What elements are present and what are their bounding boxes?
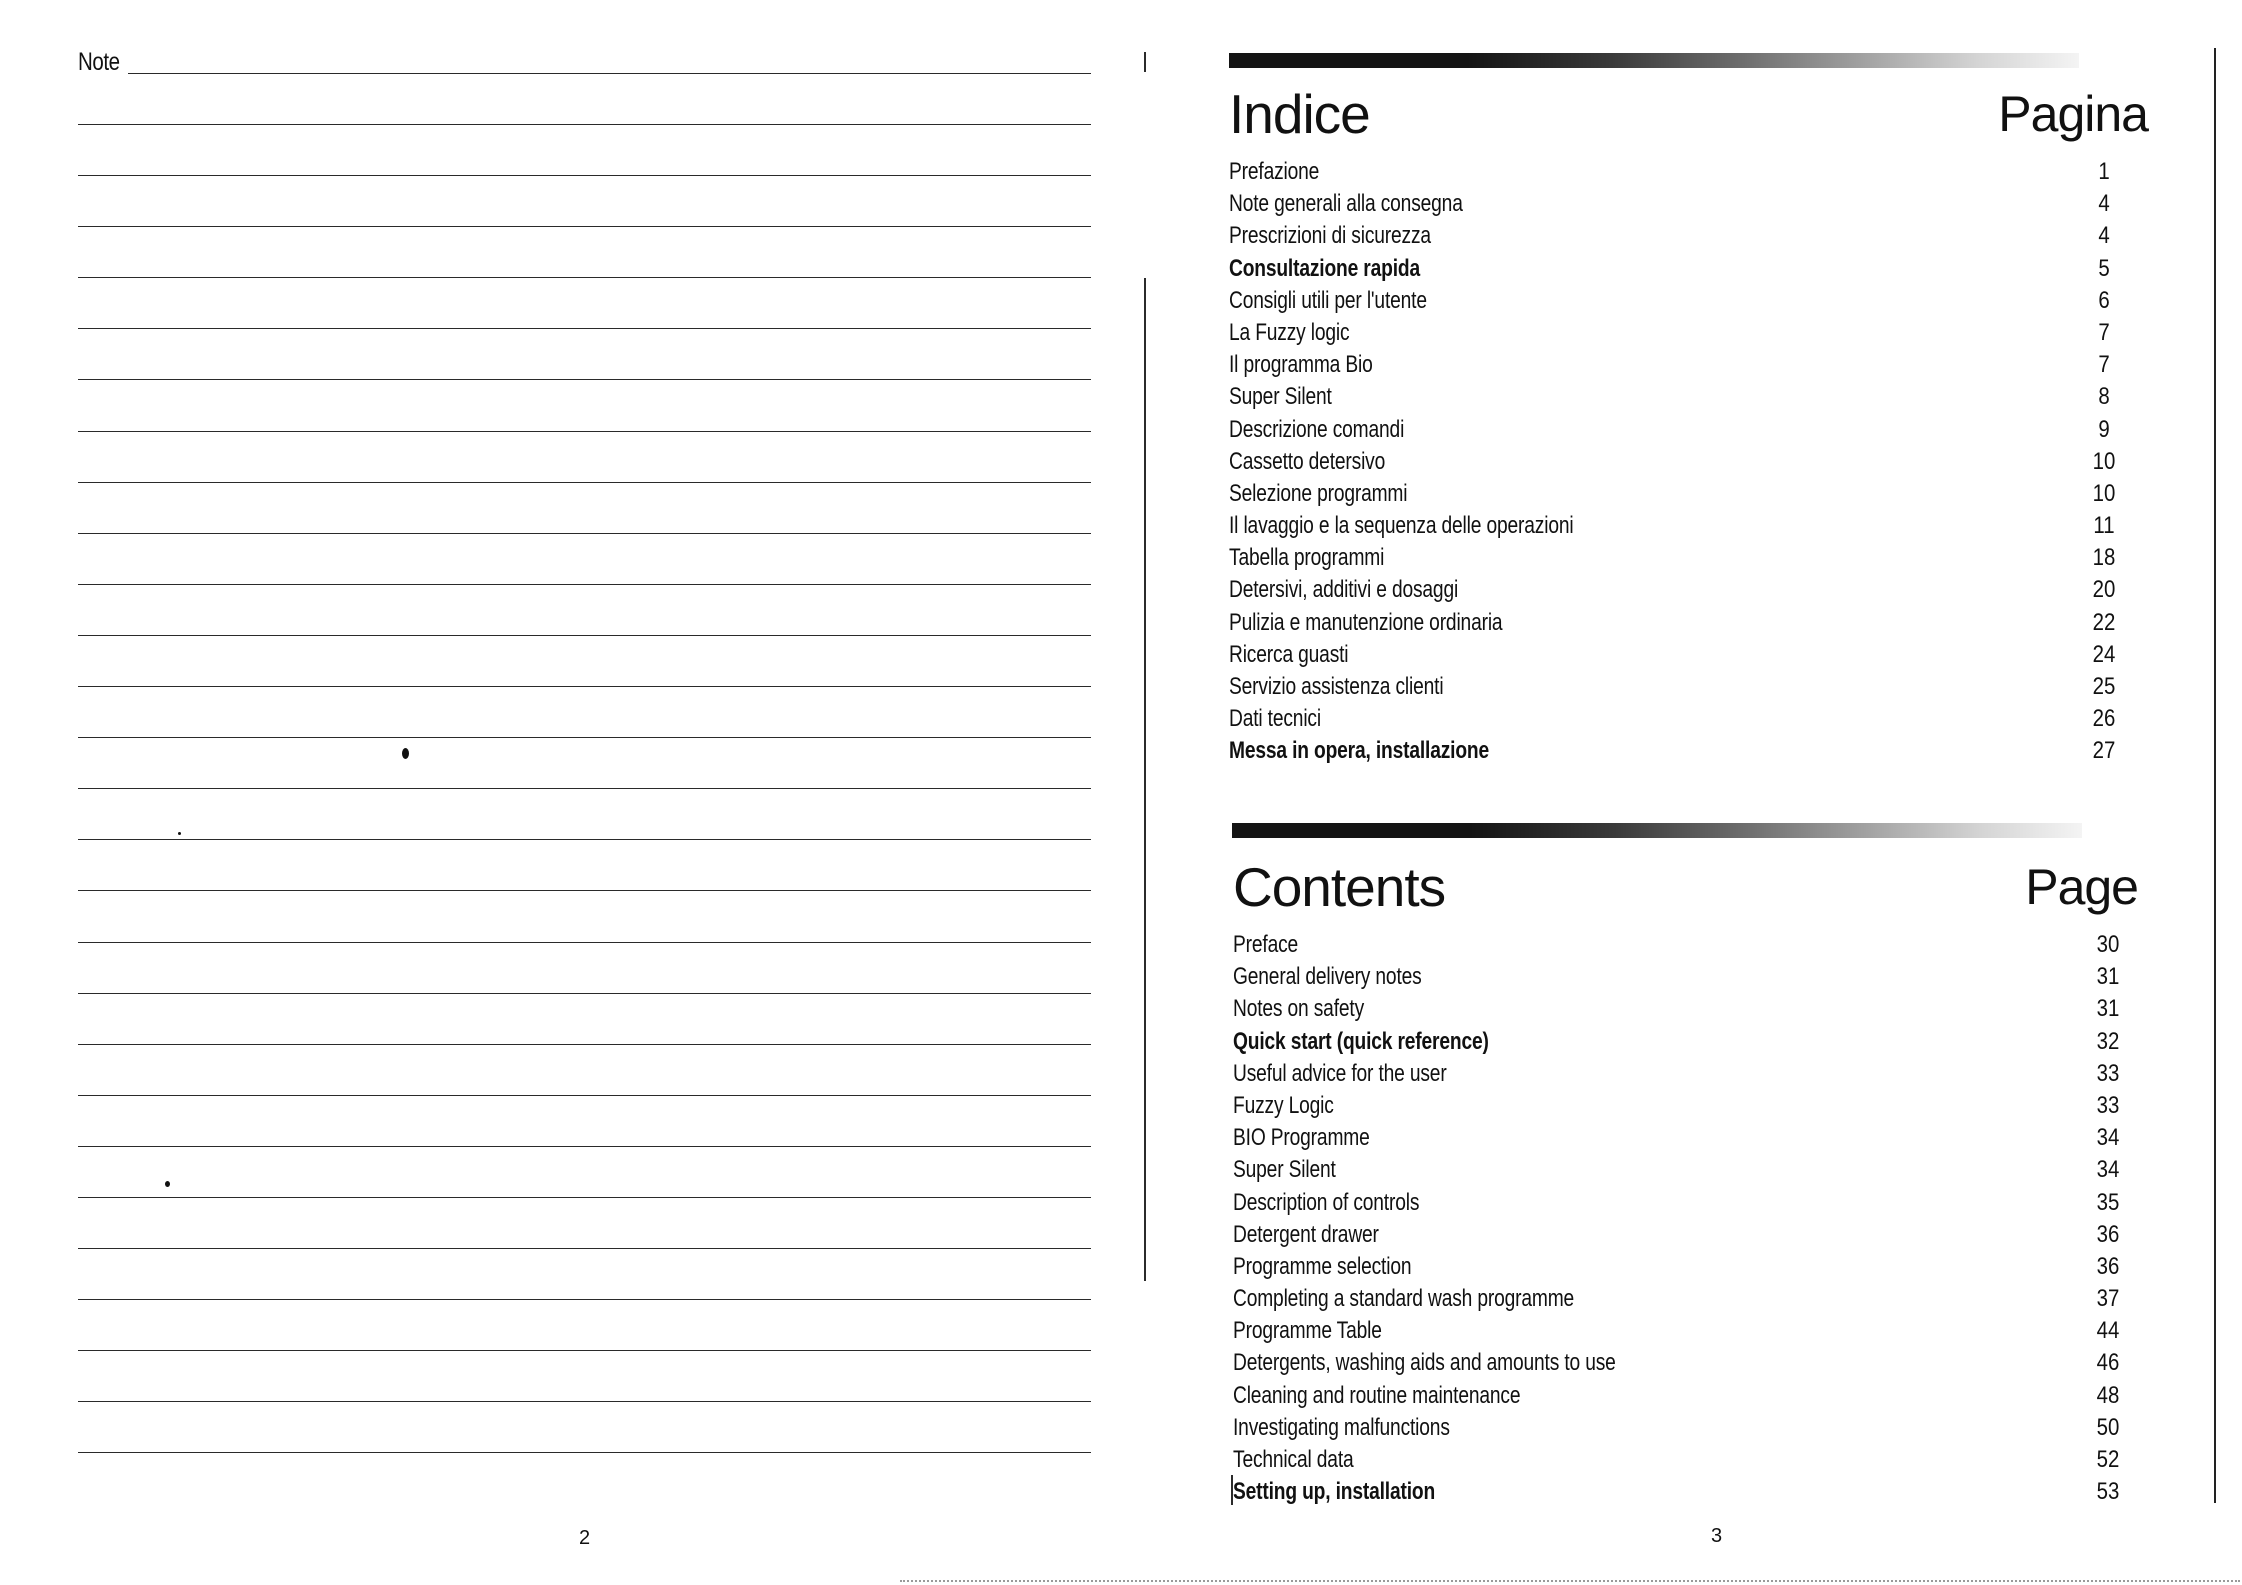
toc-entry-page: 10: [2092, 479, 2116, 507]
note-line: [78, 1401, 1091, 1452]
toc-entry-page: 32: [2096, 1027, 2120, 1055]
toc-entry-page: 33: [2096, 1091, 2120, 1119]
toc-entry: [1233, 1058, 2193, 1090]
toc-entry-label: Note generali alla consegna: [1229, 190, 1463, 218]
toc-entry: [1229, 446, 2189, 478]
note-line: [78, 1146, 1091, 1197]
note-line: [78, 1299, 1091, 1350]
toc-english-title: Contents: [1233, 856, 1446, 918]
toc-entry-page: 18: [2092, 544, 2116, 572]
toc-entry: [1229, 510, 2189, 542]
toc-entry: [1233, 1476, 2193, 1508]
note-line: [78, 1044, 1091, 1095]
toc-entry-label: Il lavaggio e la sequenza delle operazioni: [1229, 512, 1574, 540]
toc-entry: [1229, 381, 2189, 413]
toc-entry-label: Il programma Bio: [1229, 351, 1373, 379]
note-line: [78, 584, 1091, 635]
note-line: [78, 788, 1091, 839]
toc-entry-page: 1: [2098, 158, 2110, 185]
note-line: [78, 890, 1091, 941]
toc-entry-page: 4: [2098, 190, 2110, 218]
note-line: [78, 1197, 1091, 1248]
right-edge-rule: [2214, 48, 2216, 1503]
note-line: [78, 226, 1091, 277]
toc-entry: [1233, 1154, 2193, 1186]
toc-entry-page: 30: [2096, 931, 2120, 958]
toc-entry-label: Selezione programmi: [1229, 479, 1408, 507]
toc-entry-page: 11: [2093, 512, 2115, 540]
toc-italian: [1229, 82, 2189, 768]
note-line: [78, 839, 1091, 890]
toc-entry-label: Pulizia e manutenzione ordinaria: [1229, 608, 1503, 636]
note-line: [78, 1095, 1091, 1146]
note-line: [78, 993, 1091, 1044]
toc-entry-page: 7: [2098, 351, 2110, 379]
toc-entry-page: 36: [2096, 1252, 2120, 1280]
toc-entry-label: Prescrizioni di sicurezza: [1229, 222, 1431, 250]
right-page-number: 3: [1711, 1525, 1723, 1547]
toc-entry: [1229, 253, 2189, 285]
toc-entry-label: Completing a standard wash programme: [1233, 1285, 1575, 1313]
toc-entry-label: Messa in opera, installazione: [1229, 737, 1489, 765]
toc-entry: [1229, 703, 2189, 735]
toc-entry: [1229, 607, 2189, 639]
note-label: Note: [78, 48, 120, 76]
toc-entry: [1229, 220, 2189, 252]
note-first-line: [128, 73, 1091, 74]
toc-entry-page: 48: [2096, 1381, 2120, 1409]
toc-entry-label: Investigating malfunctions: [1233, 1413, 1450, 1441]
note-lines: [78, 124, 1091, 1504]
toc-entry: [1229, 156, 2189, 188]
note-line: [78, 1248, 1091, 1299]
toc-entry: [1233, 1283, 2193, 1315]
toc-entry-page: 27: [2092, 737, 2116, 765]
toc-entry-label: Cassetto detersivo: [1229, 447, 1386, 475]
toc-english: [1233, 855, 2193, 1508]
note-line: [78, 686, 1091, 737]
toc-english-header: [1233, 855, 2193, 929]
note-line: [78, 277, 1091, 328]
note-line: [78, 124, 1091, 175]
toc-entry: [1233, 1026, 2193, 1058]
toc-entry-page: 8: [2098, 383, 2110, 411]
toc-entry-label: Super Silent: [1233, 1156, 1336, 1184]
toc-entry: [1229, 349, 2189, 381]
toc-entry-page: 7: [2098, 318, 2110, 346]
note-line: [78, 533, 1091, 584]
toc-entry: [1233, 1122, 2193, 1154]
toc-entry-page: 52: [2096, 1446, 2120, 1473]
note-line: [78, 379, 1091, 430]
toc-entry-label: Notes on safety: [1233, 995, 1365, 1023]
toc-entry-page: 26: [2092, 705, 2116, 733]
toc-entry-page: 34: [2096, 1124, 2120, 1152]
toc-entry-label: Consigli utili per l'utente: [1229, 286, 1427, 314]
note-line: [78, 1350, 1091, 1401]
toc-entry-label: Cleaning and routine maintenance: [1233, 1381, 1521, 1409]
toc-entry: [1229, 574, 2189, 606]
toc-entry: [1233, 1187, 2193, 1219]
toc-entry: [1229, 414, 2189, 446]
toc-entry: [1233, 1315, 2193, 1347]
toc-entry-label: Programme Table: [1233, 1317, 1382, 1345]
toc-entry-page: 35: [2096, 1188, 2120, 1216]
toc-entry: [1233, 929, 2193, 961]
toc-entry-label: Prefazione: [1229, 158, 1320, 185]
toc-entry-label: Ricerca guasti: [1229, 640, 1349, 668]
toc-entry-page: 46: [2096, 1349, 2120, 1377]
toc-entry-label: Setting up, installation: [1233, 1478, 1436, 1506]
note-line: [78, 431, 1091, 482]
toc-entry: [1233, 1090, 2193, 1122]
toc-entry: [1229, 671, 2189, 703]
toc-italian-title: Indice: [1229, 83, 1370, 145]
toc-entry-label: Detergents, washing aids and amounts to use: [1233, 1349, 1616, 1377]
toc-entry: [1229, 639, 2189, 671]
toc-entry: [1233, 1251, 2193, 1283]
toc-entry-label: Useful advice for the user: [1233, 1059, 1447, 1087]
toc-entry-label: Detergent drawer: [1233, 1220, 1379, 1248]
toc-italian-header: [1229, 82, 2189, 156]
toc-entry-page: 22: [2092, 608, 2116, 636]
section-divider-bar: [1232, 823, 2082, 838]
toc-entry-label: Preface: [1233, 931, 1299, 958]
toc-entry: [1229, 188, 2189, 220]
toc-english-list: [1233, 929, 2193, 1508]
toc-entry-page: 34: [2096, 1156, 2120, 1184]
toc-entry: [1233, 1347, 2193, 1379]
note-line: [78, 175, 1091, 226]
note-line: [78, 482, 1091, 533]
toc-entry-page: 24: [2092, 640, 2116, 668]
toc-entry-label: Quick start (quick reference): [1233, 1027, 1489, 1055]
toc-entry-page: 44: [2096, 1317, 2120, 1345]
toc-entry-page: 6: [2098, 286, 2110, 314]
ink-speck: [165, 1181, 170, 1187]
toc-entry-page: 31: [2096, 995, 2120, 1023]
toc-entry-label: Descrizione comandi: [1229, 415, 1405, 443]
toc-entry-page: 37: [2096, 1285, 2120, 1313]
note-line: [78, 942, 1091, 993]
toc-entry-page: 31: [2096, 963, 2120, 991]
toc-entry-label: Dati tecnici: [1229, 705, 1321, 733]
toc-entry-page: 25: [2092, 673, 2116, 700]
toc-entry-label: Fuzzy Logic: [1233, 1091, 1334, 1119]
toc-entry-page: 5: [2098, 254, 2110, 282]
toc-entry-label: Servizio assistenza clienti: [1229, 673, 1444, 700]
toc-entry-label: Description of controls: [1233, 1188, 1420, 1216]
toc-entry-label: Consultazione rapida: [1229, 254, 1420, 282]
ink-speck: [402, 748, 409, 759]
toc-entry: [1229, 317, 2189, 349]
toc-entry-page: 20: [2092, 576, 2116, 604]
toc-entry-page: 36: [2096, 1220, 2120, 1248]
toc-entry: [1233, 1219, 2193, 1251]
toc-italian-page-heading: Pagina: [1998, 86, 2148, 142]
toc-entry: [1229, 478, 2189, 510]
toc-entry-label: Tabella programmi: [1229, 544, 1385, 572]
note-line: [78, 1452, 1091, 1503]
note-line: [78, 737, 1091, 788]
toc-entry-page: 53: [2096, 1478, 2120, 1506]
toc-entry: [1233, 993, 2193, 1025]
toc-entry: [1233, 1444, 2193, 1476]
toc-entry-label: La Fuzzy logic: [1229, 318, 1350, 346]
note-line: [78, 328, 1091, 379]
toc-entry-page: 9: [2098, 415, 2110, 443]
toc-italian-list: [1229, 156, 2189, 768]
toc-entry: [1233, 961, 2193, 993]
toc-entry: [1229, 285, 2189, 317]
toc-entry-page: 10: [2092, 447, 2116, 475]
toc-entry: [1229, 735, 2189, 767]
toc-entry-label: Programme selection: [1233, 1252, 1412, 1280]
left-page-number: 2: [579, 1527, 591, 1549]
toc-english-page-heading: Page: [2025, 859, 2138, 915]
toc-entry: [1233, 1412, 2193, 1444]
toc-entry-page: 33: [2096, 1059, 2120, 1087]
english-toc-left-rule: [1231, 1475, 1233, 1505]
toc-entry-page: 4: [2098, 222, 2110, 250]
toc-entry-label: BIO Programme: [1233, 1124, 1370, 1152]
section-divider-bar: [1229, 53, 2079, 68]
toc-entry-label: General delivery notes: [1233, 963, 1422, 991]
toc-entry-label: Super Silent: [1229, 383, 1332, 411]
toc-entry: [1229, 542, 2189, 574]
scan-edge-dots: [900, 1580, 2240, 1582]
toc-entry: [1233, 1380, 2193, 1412]
toc-entry-label: Detersivi, additivi e dosaggi: [1229, 576, 1459, 604]
note-line: [78, 635, 1091, 686]
ink-speck: [178, 832, 181, 835]
toc-entry-page: 50: [2096, 1413, 2120, 1441]
toc-entry-label: Technical data: [1233, 1446, 1354, 1473]
